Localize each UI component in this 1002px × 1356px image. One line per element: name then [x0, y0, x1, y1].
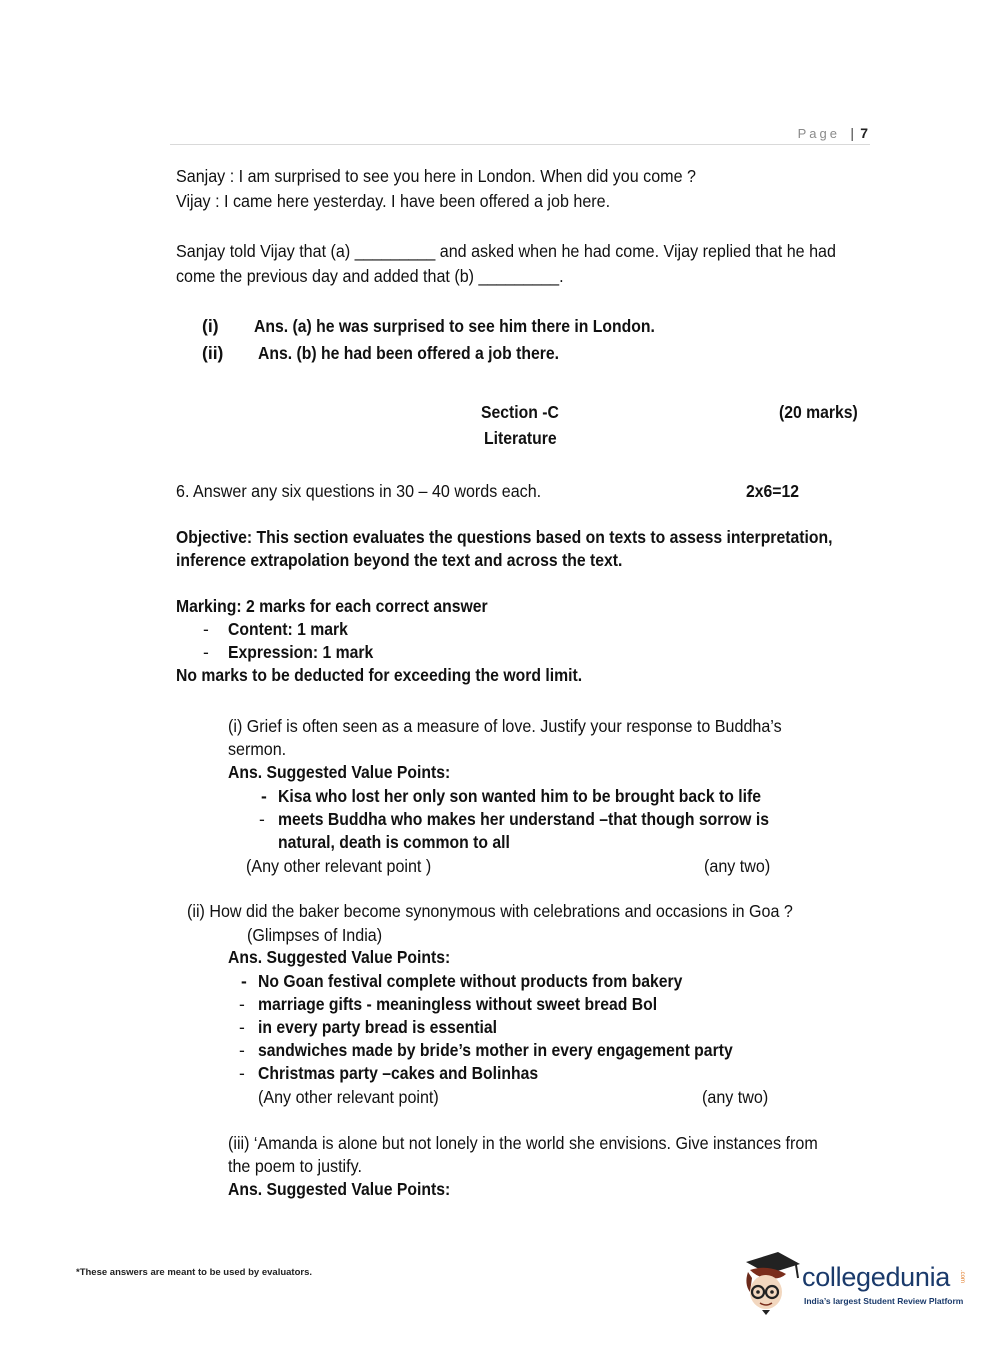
question-i-answer-title: Ans. Suggested Value Points: [228, 762, 451, 782]
value-point: Kisa who lost her only son wanted him to be brought back to life [278, 786, 762, 806]
dialogue-line-vijay: Vijay : I came here yesterday. I have been offered a job here. [176, 191, 611, 211]
bullet-dash: - [239, 994, 245, 1014]
objective-line-2: inference extrapolation beyond the text and across the text. [176, 550, 623, 570]
value-point-continued: natural, death is common to all [278, 832, 510, 852]
question-6: 6. Answer any six questions in 30 – 40 words each. [176, 481, 542, 501]
reported-line-1: Sanjay told Vijay that (a) _________ and asked when he had come. Vijay replied that he had [176, 241, 836, 261]
bullet-dash: - [239, 1063, 245, 1083]
bullet-dash: - [261, 786, 267, 806]
mascot-icon [738, 1248, 802, 1316]
question-iii-line-1: (iii) ‘Amanda is alone but not lonely in the world she envisions. Give instances from [228, 1133, 818, 1153]
bullet-dash: - [241, 971, 247, 991]
reported-line-2: come the previous day and added that (b) _________. [176, 266, 564, 286]
question-iii-line-2: the poem to justify. [228, 1156, 362, 1176]
logo-wordmark: collegedunia [802, 1262, 951, 1292]
question-i-line-1: (i) Grief is often seen as a measure of love. Justify your response to Buddha’s [228, 716, 782, 736]
footer-note: *These answers are meant to be used by evaluators. [76, 1267, 313, 1278]
answer-num: (ii) [202, 343, 224, 363]
objective-line-1: Objective: This section evaluates the questions based on texts to assess interpretation, [176, 527, 833, 547]
question-i-line-2: sermon. [228, 739, 287, 759]
marking-title: Marking: 2 marks for each correct answer [176, 596, 488, 616]
answer-num: (i) [202, 316, 219, 336]
answer-text: Ans. (a) he was surprised to see him there in London. [254, 316, 655, 336]
value-point: Christmas party –cakes and Bolinhas [258, 1063, 539, 1083]
page-label: Page [797, 126, 840, 141]
value-point: No Goan festival complete without products from bakery [258, 971, 683, 991]
page-separator: | [850, 125, 854, 141]
marking-item: Content: 1 mark [228, 619, 348, 639]
marking-note: No marks to be deducted for exceeding the word limit. [176, 665, 583, 685]
question-iii-answer-title: Ans. Suggested Value Points: [228, 1179, 451, 1199]
question-ii-answer-title: Ans. Suggested Value Points: [228, 947, 451, 967]
any-two-note: (any two) [702, 1087, 769, 1107]
value-point: marriage gifts - meaningless without sweet bread Bol [258, 994, 658, 1014]
bullet-dash: - [239, 1040, 245, 1060]
value-point: in every party bread is essential [258, 1017, 498, 1037]
other-point-note: (Any other relevant point) [258, 1087, 439, 1107]
bullet-dash: - [203, 619, 209, 639]
page-number: 7 [860, 125, 868, 141]
value-point: sandwiches made by bride’s mother in every engagement party [258, 1040, 733, 1060]
bullet-dash: - [239, 1017, 245, 1037]
logo-tagline: India’s largest Student Review Platform [804, 1296, 964, 1306]
any-two-note: (any two) [704, 856, 771, 876]
bullet-dash: - [259, 809, 265, 829]
page-header [170, 122, 870, 145]
question-6-marks: 2x6=12 [746, 481, 800, 501]
bullet-dash: - [203, 642, 209, 662]
dialogue-line-sanjay: Sanjay : I am surprised to see you here in London. When did you come ? [176, 166, 696, 186]
question-ii-line-2: (Glimpses of India) [247, 925, 383, 945]
answer-text: Ans. (b) he had been offered a job there. [258, 343, 560, 363]
question-ii-line-1: (ii) How did the baker become synonymous with celebrations and occasions in Goa ? [187, 901, 793, 921]
section-title: Section -C [481, 402, 559, 422]
value-point: meets Buddha who makes her understand –that though sorrow is [278, 809, 769, 829]
section-subtitle: Literature [484, 428, 557, 448]
section-marks: (20 marks) [779, 402, 858, 422]
marking-item: Expression: 1 mark [228, 642, 374, 662]
collegedunia-logo[interactable] [738, 1248, 970, 1316]
other-point-note: (Any other relevant point ) [246, 856, 432, 876]
logo-domain: .com [959, 1270, 965, 1284]
